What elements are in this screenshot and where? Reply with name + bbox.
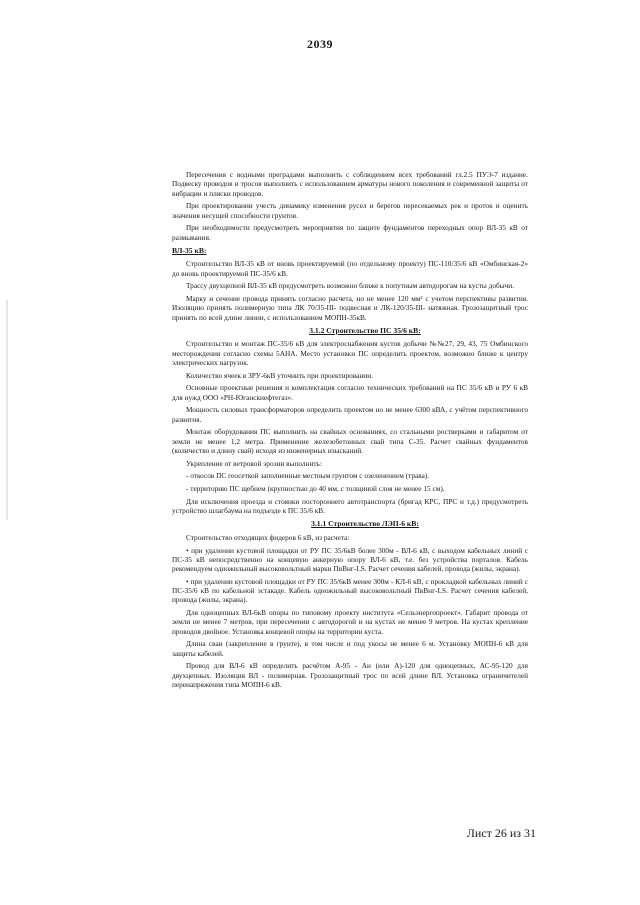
- vl35-paragraph-3: Марку и сечение провода принять согласно расчета, но не менее 120 мм² с учетом перспективы развития. Изоляцию принять полимерную типа ЛК 70/35-III- подвесная и ЛК-120/35-III- натяжная. Грозозащитный трос принять по всей длине линии, с использованием МОПН-35кВ.: [172, 294, 528, 322]
- intro-paragraph-3: При необходимости предусмотреть мероприятия по защите фундаментов переходных опор ВЛ-35 кВ от размывания.: [172, 223, 528, 242]
- sheet-counter: Лист 26 из 31: [466, 826, 536, 840]
- s311-paragraph-5: Длина сваи (закрепление в грунте), в том числе и под укосы не менее 6 м. Установку МОПН-6 кВ для защиты кабелей.: [172, 639, 528, 658]
- s312-paragraph-2: Количество ячеек в ЗРУ-6кВ уточнить при проектировании.: [186, 370, 373, 380]
- s312-paragraph-7: - откосов ПС геосеткой заполненные местным грунтом с озеленением (трава).: [186, 471, 430, 481]
- s311-paragraph-2: • при удалении кустовой площадки от РУ ПС 35/6кВ более 300м - ВЛ-6 кВ, с выходом кабельных линий с ПС-35 кВ непосредственно на концевую анкерную опору ВЛ-6 кВ, т.е. без устройства порталов. Кабель рекомендуем одножильный высоковольтный марки ПвВнг-LS. Расчет сечения кабелей, провода (жилы, экрана).: [172, 545, 528, 573]
- section-312-heading: 3.1.2 Строительство ПС 35/6 кВ:: [309, 325, 421, 335]
- s311-paragraph-6: Провод для ВЛ-6 кВ определить расчётом А-95 - Ан (или А)-120 для одноцепных, АС-95-120 для двухцепных. Изоляция ВЛ - полимерная. Грозозащитный трос по всей длине ВЛ. Установка ограничителей перенапряжения типа МОПН-6 кВ.: [172, 661, 528, 689]
- page-number: 2039: [307, 37, 333, 51]
- s312-paragraph-8: - территорию ПС щебнем (крупностью до 40 мм, с толщиной слоя не менее 15 см).: [186, 484, 445, 493]
- s312-paragraph-9: Для исключения проезда и стоянки постороннего автотранспорта (бригад КРС, ПРС и т.д.) предусмотреть устройство шлагбаума на подъезде к ПС 35/6 кВ.: [172, 496, 528, 515]
- vl35-paragraph-1: Строительство ВЛ-35 кВ от вновь проектируемой (по отдельному проекту) ПС-110/35/6 кВ «Омбинская-2» до вновь проектируемой ПС-35/6 кВ.: [172, 259, 528, 278]
- vl35-paragraph-2: Трассу двухцепной ВЛ-35 кВ предусмотреть возможно ближе к попутным автодорогам на кусты добычи.: [186, 281, 515, 291]
- s312-paragraph-6: Укрепление от ветровой эрозии выполнить:: [186, 458, 322, 468]
- scan-edge-mark: [6, 300, 8, 520]
- s311-paragraph-4: Для одноцепных ВЛ-6кВ опоры по типовому проекту института «Сельэнергопроект». Габарит провода от земли не менее 7 метров, при пересечении с автодорогой и на кустах не менее 9 метров. На кустах крепление проводов двойное. Установка концевой опоры на территории куста.: [172, 608, 528, 636]
- section-311-heading: 3.1.1 Строительство ЛЭП-6 кВ:: [311, 519, 419, 529]
- s312-paragraph-3: Основные проектные решения и комплектация согласно технических требований на ПС 35/6 кВ и РУ 6 кВ для нужд ООО «РН-Юганскнефтегаз».: [172, 383, 528, 402]
- s312-paragraph-1: Строительство и монтаж ПС-35/6 кВ для электроснабжения кустов добычи №№27, 29, 43, 75 Омбинского месторождения согласно схемы 5АНА. Место установки ПС определить проектом, возможно ближе к центру электрических нагрузок.: [172, 339, 528, 367]
- s312-paragraph-5: Монтаж оборудования ПС выполнить на свайных основаниях, со стальными ростверками и габаритом от земли не менее 1,2 метра. Применение железобетонных свай типа С-35. Расчет свайных фундаментов (количество и длину свай) исходя из инженерных изысканий.: [172, 427, 528, 455]
- s311-paragraph-1: Строительство отходящих фидеров 6 кВ, из расчета:: [186, 532, 350, 542]
- document-body: [172, 170, 528, 693]
- intro-paragraph-2: При проектировании учесть динамику изменения русел и берегов пересекаемых рек и проток и оценить значения несущей способности грунтов.: [172, 201, 528, 220]
- s311-paragraph-3: • при удалении кустовой площадки от РУ ПС 35/6кВ менее 300м - КЛ-6 кВ, с прокладкой кабельных линий с ПС-35/6 кВ по кабельной эстакаде. Кабель одножильный высоковольтный ПвВнг-LS. Расчет сечения кабелей, провода (жилы, экрана).: [172, 576, 528, 605]
- s312-paragraph-4: Мощность силовых трансформаторов определить проектом но не менее 6300 кВА, с учётом перспективного развития.: [172, 405, 528, 424]
- intro-paragraph-1: Пересечения с водными преградами выполнить с соблюдением всех требований гл.2.5 ПУЭ-7 издание. Подвеску проводов и тросов выполнить с использованием арматуры нового поколения и современной защиты от вибрации и пляски проводов.: [172, 170, 528, 198]
- section-vl35-heading: ВЛ-35 кВ:: [172, 245, 207, 255]
